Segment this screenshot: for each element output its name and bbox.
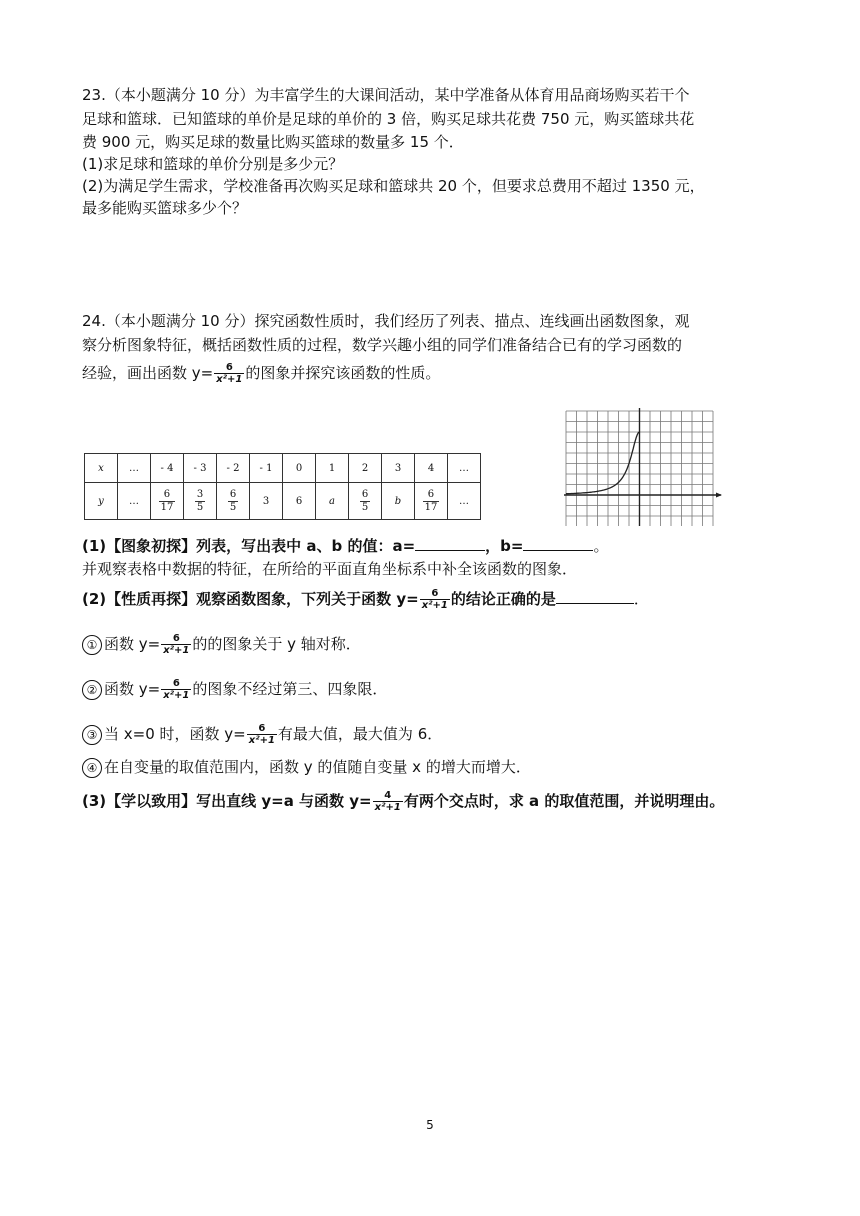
table-cell-y: … <box>448 483 481 520</box>
table-cell-x: … <box>118 454 151 483</box>
x-axis-arrow <box>716 493 722 498</box>
table-cell-y: $\frac{6}{17}$ <box>151 483 184 520</box>
table-cell-y: $\frac{6}{17}$ <box>415 483 448 520</box>
table-cell-x: 4 <box>415 454 448 483</box>
page-number: 5 <box>426 1118 434 1132</box>
table-cell-x: 3 <box>382 454 415 483</box>
table-cell-x: 1 <box>316 454 349 483</box>
q23-line-1: 23.（本小题满分 10 分）为丰富学生的大课间活动，某中学准备从体育用品商场购买若干个 <box>82 86 690 104</box>
circled-number-1: ① <box>82 635 102 655</box>
table-cell-x: 0 <box>283 454 316 483</box>
q23-part1: (1)求足球和篮球的单价分别是多少元？ <box>82 155 344 173</box>
table-header-x: x <box>85 454 118 483</box>
table-header-y: y <box>85 483 118 520</box>
q24-part3: (3)【学以致用】写出直线 y=a 与函数 y= $\frac{4}{\text{x²+1}}$ 有两个交点时，求 a 的取值范围，并说明理由。 <box>82 790 725 813</box>
circled-number-3: ③ <box>82 725 102 745</box>
table-cell-x: - 1 <box>250 454 283 483</box>
table-row-y <box>85 483 481 520</box>
circled-number-2: ② <box>82 680 102 700</box>
table-cell-y: $\frac{3}{5}$ <box>184 483 217 520</box>
circled-number-4: ④ <box>82 758 102 778</box>
conclusion-3: ③ 当 x=0 时，函数 y= $\frac{6}{\text{x²+1}}$ 有最大值，最大值为 6． <box>82 723 442 746</box>
answer-blank-conclusion[interactable] <box>556 589 634 604</box>
q24-line-2: 察分析图象特征，概括函数性质的过程，数学兴趣小组的同学们准备结合已有的学习函数的 <box>82 336 683 354</box>
function-fraction: $\frac{6}{\text{x²+1}}$ <box>216 362 243 385</box>
q23-line-3: 费 900 元，购买足球的数量比购买篮球的数量多 15 个． <box>82 133 464 151</box>
table-cell-y: 3 <box>250 483 283 520</box>
table-cell-x: … <box>448 454 481 483</box>
function-fraction-4: $\frac{4}{\text{x²+1}}$ <box>374 790 401 813</box>
function-fraction: $\frac{6}{\text{x²+1}}$ <box>163 633 190 656</box>
conclusion-4: ④ 在自变量的取值范围内，函数 y 的值随自变量 x 的增大而增大． <box>82 756 531 778</box>
answer-blank-b[interactable] <box>523 536 593 551</box>
q24-line-1: 24.（本小题满分 10 分）探究函数性质时，我们经历了列表、描点、连线画出函数图象，观 <box>82 312 690 330</box>
q24-part2: (2)【性质再探】观察函数图象，下列关于函数 y= $\frac{6}{\text{x²+1}}$ 的结论正确的是 ． <box>82 588 649 611</box>
function-fraction: $\frac{6}{\text{x²+1}}$ <box>421 588 448 611</box>
conclusion-2: ② 函数 y= $\frac{6}{\text{x²+1}}$ 的图象不经过第三、四象限． <box>82 678 387 701</box>
conclusion-1: ① 函数 y= $\frac{6}{\text{x²+1}}$ 的的图象关于 y 轴对称． <box>82 633 361 656</box>
table-cell-y: b <box>382 483 415 520</box>
q24-line-3 <box>82 362 440 385</box>
table-cell-y: a <box>316 483 349 520</box>
q23-part2: (2)为满足学生需求，学校准备再次购买足球和篮球共 20 个，但要求总费用不超过 1350 元， <box>82 177 705 195</box>
q24-line-3-post: 的图象并探究该函数的性质。 <box>245 364 441 382</box>
q24-line-3-pre: 经验，画出函数 y= <box>82 364 214 382</box>
table-cell-y: … <box>118 483 151 520</box>
table-cell-y: 6 <box>283 483 316 520</box>
q24-part1-line2: 并观察表格中数据的特征，在所给的平面直角坐标系中补全该函数的图象． <box>82 560 578 578</box>
coordinate-grid <box>563 408 725 526</box>
table-cell-y: $\frac{6}{5}$ <box>217 483 250 520</box>
function-fraction: $\frac{6}{\text{x²+1}}$ <box>248 723 275 746</box>
table-cell-y: $\frac{6}{5}$ <box>349 483 382 520</box>
table-cell-x: - 3 <box>184 454 217 483</box>
function-fraction: $\frac{6}{\text{x²+1}}$ <box>163 678 190 701</box>
table-cell-x: 2 <box>349 454 382 483</box>
table-row-x <box>85 454 481 483</box>
q23-part2-cont: 最多能购买篮球多少个？ <box>82 199 248 217</box>
q23-line-2: 足球和篮球．已知篮球的单价是足球的单价的 3 倍，购买足球共花费 750 元，购买篮球共花 <box>82 110 695 128</box>
answer-blank-a[interactable] <box>415 536 485 551</box>
table-cell-x: - 4 <box>151 454 184 483</box>
value-table <box>84 453 481 520</box>
q24-part1: (1)【图象初探】列表，写出表中 a、b 的值：a= ，b= 。 <box>82 537 609 555</box>
table-cell-x: - 2 <box>217 454 250 483</box>
